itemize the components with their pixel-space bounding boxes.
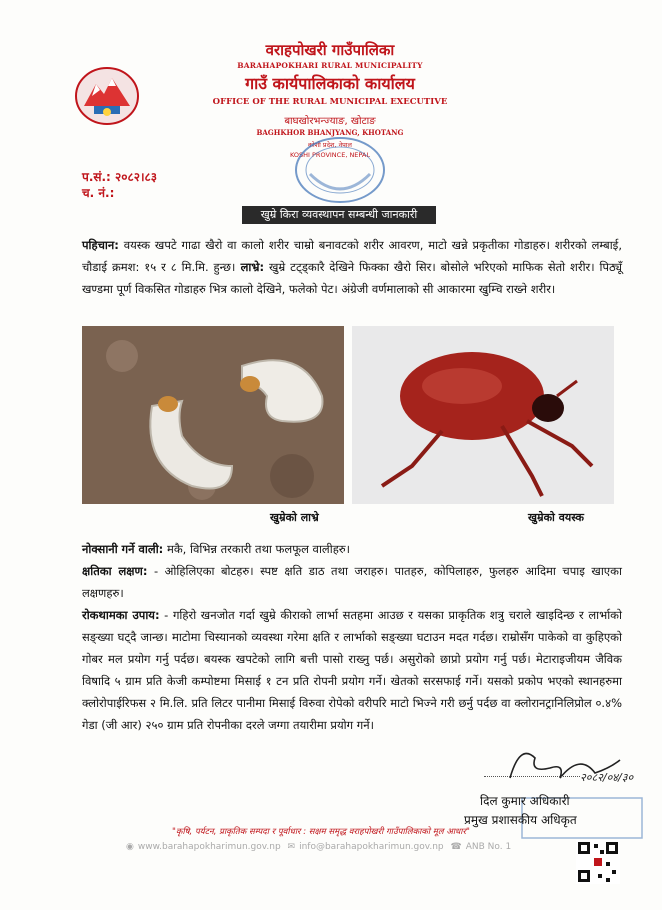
reference-number: प.सं.: २०८२।८३ — [82, 170, 158, 184]
office-name-english: OFFICE OF THE RURAL MUNICIPAL EXECUTIVE — [212, 97, 448, 107]
email-link[interactable]: info@barahapokharimun.gov.np — [299, 842, 444, 852]
email-icon: ✉ — [287, 842, 296, 852]
adult-beetle-photo — [352, 326, 614, 504]
damage-label: नोक्सानी गर्ने वाली: — [82, 542, 164, 556]
larva-label: लाभ्रे: — [235, 260, 265, 274]
symptoms-label: क्षतिका लक्षण: — [82, 564, 148, 578]
province-nepali: कोशी प्रदेश, नेपाल — [308, 141, 352, 149]
office-name-nepali: गाउँ कार्यपालिकाको कार्यालय — [245, 74, 415, 93]
symptoms-text: - ओहिलिएका बोटहरु। स्पष्ट क्षति डाठ तथा जराहरु। पातहरु, कोपिलाहरु, फुलहरु आदिमा चपाइ खाएका लक्षणहरु। — [82, 564, 622, 600]
officer-name: दिल कुमार अधिकारी — [480, 794, 570, 808]
signature-date: २०८२/०४/३० — [580, 771, 634, 784]
phone-icon: ☎ — [450, 842, 462, 852]
municipality-name-nepali: वराहपोखरी गाउँपालिका — [265, 41, 395, 59]
dispatch-number: च. नं.: — [82, 186, 115, 200]
symptoms-paragraph — [82, 560, 622, 604]
adult-caption: खुम्रेको वयस्क — [528, 511, 584, 524]
qr-code — [576, 840, 620, 884]
phone-number: ANB No. 1 — [465, 842, 512, 852]
damage-paragraph — [82, 538, 622, 560]
identification-text: वयस्क खपटे गाढा खैरो वा कालो शरीर चाम्रो बनावटको शरीर आवरण, माटो खन्ने प्रकृतीका गोडाहरु। शरीरको लम्बाई, चौडाई क्रमश: १५ र ८ मि.मि. हुन्छ। — [82, 238, 622, 274]
municipality-emblem — [74, 66, 140, 126]
municipality-name-english: BARAHAPOKHARI RURAL MUNICIPALITY — [237, 61, 423, 70]
officer-title: प्रमुख प्रशासकीय अधिकृत — [464, 813, 577, 827]
subject-title: खुम्रे किरा व्यवस्थापन सम्बन्धी जानकारी — [242, 206, 436, 224]
prevention-paragraph — [82, 604, 622, 736]
website-link[interactable]: www.barahapokharimun.gov.np — [137, 842, 281, 852]
signature-line — [484, 776, 580, 777]
motto: "कृषि, पर्यटन, प्राकृतिक सम्पदा र पूर्वाधार : सक्षम समृद्ध वराहपोखरी गाउँपालिकाको मूल आधार" — [172, 827, 470, 837]
handwritten-signature — [490, 738, 640, 794]
address-nepali: बाघखोरभन्ज्याङ, खोटाङ — [284, 116, 376, 127]
globe-icon: ◉ — [126, 842, 134, 852]
prevention-label: रोकथामका उपाय: — [82, 608, 160, 622]
larva-text: खुम्रे टट्ड्कारै देखिने फिक्का खैरो सिर। बोसोले भरिएको माफिक सेतो शरीर। पिठ्यूँ खण्डमा पूर्ण विकसित गोडाहरु भित्र कालो देखिने, फलेको पेट। अंग्रेजी वर्णमालाको सी आकारमा खुम्चि राख्ने शरीर। — [82, 260, 623, 296]
footer — [126, 842, 515, 852]
identification-paragraph — [82, 234, 622, 300]
damage-text: मकै, विभिन्न तरकारी तथा फलफूल वालीहरु। — [163, 542, 351, 556]
office-stamp — [292, 134, 388, 206]
identification-label: पहिचान: — [82, 238, 119, 252]
larva-photo — [82, 326, 344, 504]
prevention-text: - गहिरो खनजोत गर्दा खुम्रे कीराको लार्भा सतहमा आउछ र यसका प्राकृतिक शत्रु चराले खाइदिन्छ र लार्भाको सङ्ख्या घट्दै जान्छ। माटोमा चिस्यानको व्यवस्था गरेमा क्षति र लार्भाको सङ्ख्या घटाउन मदत गर्दछ। राम्रोसँग पाकेको वा कुहिएको गोबर मल प्रयोग गर्नु पर्दछ। बयस्क खपटेको लागि बत्ती पासो राख्नु पर्छ। असुरोको छाप्रो प्रयोग गर्नु पर्छ। मेटाराइजीयम जैविक विषादि ५ ग्राम प्रति केजी कम्पोष्टमा मिसाई १ टन प्रति रोपनी प्रयोग गर्ने। खेतको सरसफाई गर्ने। यसको प्रकोप भएको स्थानहरुमा क्लोरोपाईरिफस २ मि.लि. प्रति लिटर पानीमा मिसाई विरुवा रोपेको वरीपरि माटो भिज्ने गरी छर्नु पर्दछ वा क्लोरानट्रानिलिप्रोल ०.४% गेडा (जी आर) २५० ग्राम प्रति रोपनीका दरले जग्गा तयारीमा प्रयोग गर्ने। — [82, 608, 622, 732]
larva-caption: खुम्रेको लाभ्रे — [270, 511, 319, 524]
address-english: BAGHKHOR BHANJYANG, KHOTANG — [256, 128, 404, 137]
province-english: KOSHI PROVINCE, NEPAL — [289, 151, 370, 159]
